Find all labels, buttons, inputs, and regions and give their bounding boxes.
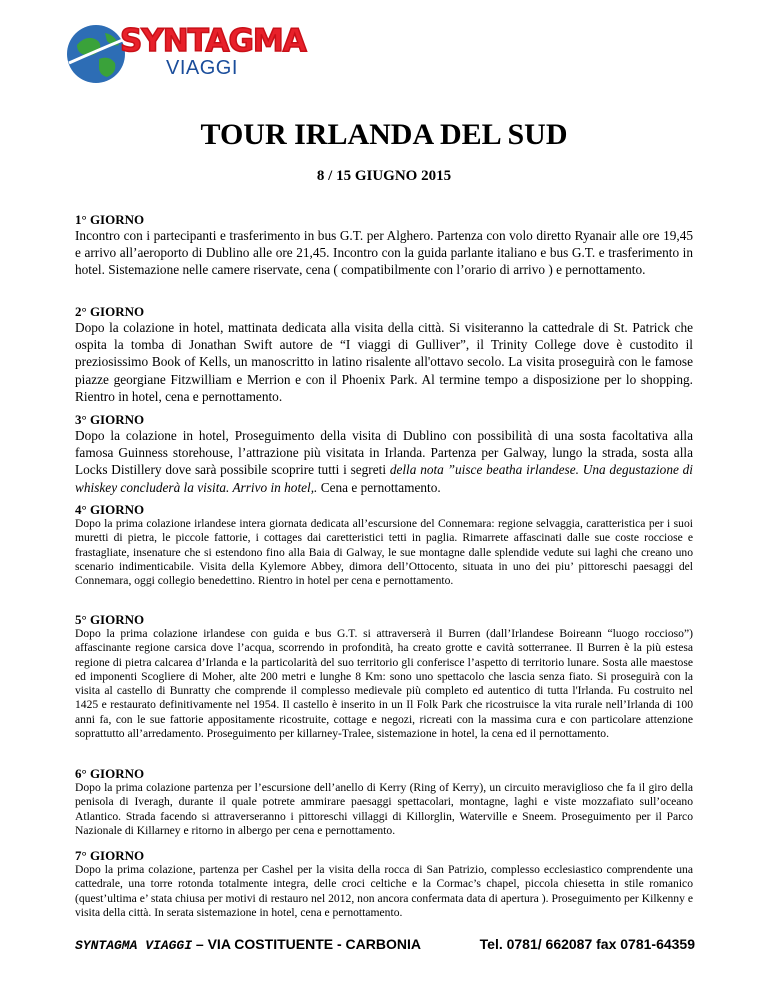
day-4: [75, 502, 693, 588]
logo-subtitle: VIAGGI: [166, 57, 238, 79]
footer-agency: SYNTAGMA VIAGGI: [75, 938, 193, 953]
day-text: Dopo la prima colazione irlandese intera giornata dedicata all’escursione del Connemara: regione selvaggia, caratteristica per i suoi muretti di pietra, le piccole fattorie, i cottages dai caretteristici tetti in paglia. Rimarrete affascinati dalle sue coste rocciose e frastagliate, insenature che si estendono fino alla Baia di Galway, le sue montagne dalle splendide vedute sui laghi che creano uno scenario indimenticabile. Visita della Kylemore Abbey, dimora dell’Ottocento, situata in uno dei piu’ pittoreschi paesaggi del Connemara, oggi collegio benedettino. Rientro in hotel per cena e pernottamento.: [75, 517, 693, 588]
day-text: Dopo la prima colazione partenza per l’escursione dell’anello di Kerry (Ring of Kerry), un circuito meraviglioso che fa il giro della penisola di Iveragh, durante il quale potrete ammirare paesaggi spettacolari, montagne, laghi e viste mozzafiato sull’oceano Atlantico. Strada facendo si attraverseranno i pittoreschi villaggi di Killorglin, Waterville e Sneem. Proseguimento per il Parco Nazionale di Killarney e ritorno in albergo per cena e pernottamento.: [75, 781, 693, 837]
day-heading: 1° GIORNO: [75, 212, 145, 227]
globe-icon: [65, 23, 127, 85]
footer-address-text: – VIA COSTITUENTE - CARBONIA: [192, 936, 421, 952]
day-heading: 4° GIORNO: [75, 502, 145, 517]
day-1: [75, 212, 693, 279]
logo-brand: SYNTAGMA: [120, 23, 306, 59]
day-heading: 5° GIORNO: [75, 612, 145, 627]
day-text-part: Dopo la colazione in hotel, Proseguimento della visita di Dublino con possibilità di una sosta facoltativa alla famosa Guinness storehouse, l’attrazione più visitata in Irlanda. Partenza per Galway, lungo la strada, sosta alla Locks Distillery dove sarà possibile scoprire tutti i segreti: [75, 428, 693, 478]
page-title: TOUR IRLANDA DEL SUD: [200, 118, 568, 151]
day-text: Dopo la prima colazione irlandese con guida e bus G.T. si attraverserà il Burren (dall’Irlandese Boireann “luogo roccioso”) affascinante regione carsica dove l’acqua, scorrendo in profondità, ha creato grotte e cavità sotterranee. Il Burren è la più estesa regione di pietra calcarea d’Irlanda e la particolarità del suo territorio gli conferisce l’aspetto di territorio lunare. Sosta alle maestose ed imponenti Scogliere di Moher, alte 200 metri e lunghe 8 Km: sono uno spettacolo che lascia senza fiato. Si proseguirà con la visita al castello di Bunratty che comprende il complesso medievale più completo ed autentico di tutta l'Irlanda. Fu costruito nel 1425 e restaurato definitivamente nel 1954. Il castello è inserito in un Il Folk Park che ricostruisce la vita rurale nell’Irlanda di 100 anni fa, con le sue fattorie appositamente ricostruite, cottage e negozi, ricreati con la massima cura e con particolare attenzione soprattutto all’arredamento. Proseguimento per killarney-Tralee, sistemazione in hotel, la cena ed il pernottamento.: [75, 627, 693, 741]
day-heading: 6° GIORNO: [75, 766, 145, 781]
day-heading: 2° GIORNO: [75, 304, 145, 319]
day-3: [75, 412, 693, 496]
day-7: [75, 848, 693, 920]
day-6: [75, 766, 693, 838]
day-heading: 7° GIORNO: [75, 848, 145, 863]
day-heading: 3° GIORNO: [75, 412, 145, 427]
day-text: Dopo la prima colazione, partenza per Cashel per la visita della rocca di San Patrizio, complesso ecclesiastico comprendente una cattedrale, una torre rotonda totalmente integra, delle croci celtiche e la Cormac’s chapel, piccola chiesetta in stile romanico (quest’ultima e’ stata chiusa per motivi di restauro nel 2012, non ancora confermata data di apertura ). Proseguimento per Kilkenny e visita della città. In serata sistemazione in hotel, cena e pernottamento.: [75, 863, 693, 919]
day-2: [75, 304, 693, 405]
footer-address: [75, 936, 421, 953]
tour-dates: 8 / 15 GIUGNO 2015: [316, 168, 452, 184]
day-text-italic: della nota ”uisce beatha irlandese. Una degustazione di whiskey concluderà la visita. Arrivo in hotel,.: [75, 462, 694, 495]
day-5: [75, 612, 693, 741]
day-text: Dopo la colazione in hotel, mattinata dedicata alla visita della città. Si visiteranno la cattedrale di St. Patrick che ospita la tomba di Jonathan Swift autore de “I viaggi di Gulliver”, il Trinity College dove è custodito il preziosissimo Book of Kells, un manoscritto in latino risalente all'ottavo secolo. La visita proseguirà con le famose piazze georgiane Fitzwilliam e Merrion e con il Phoenix Park. Al termine tempo a disposizione per lo shopping. Rientro in hotel, cena e pernottamento.: [75, 320, 693, 404]
day-text: [75, 427, 693, 496]
day-text: Incontro con i partecipanti e trasferimento in bus G.T. per Alghero. Partenza con volo diretto Ryanair alle ore 19,45 e arrivo all’aeroporto di Dublino alle ore 21,45. Incontro con la guida parlante italiano e bus G.T. e trasferimento in hotel. Sistemazione nelle camere riservate, cena ( compatibilmente con l’orario di arrivo ) e pernottamento.: [75, 228, 693, 278]
footer-contacts: Tel. 0781/ 662087 fax 0781-64359: [479, 936, 695, 952]
company-logo: [65, 17, 306, 95]
day-text-part: Cena e pernottamento.: [317, 479, 441, 495]
footer: [75, 936, 695, 953]
